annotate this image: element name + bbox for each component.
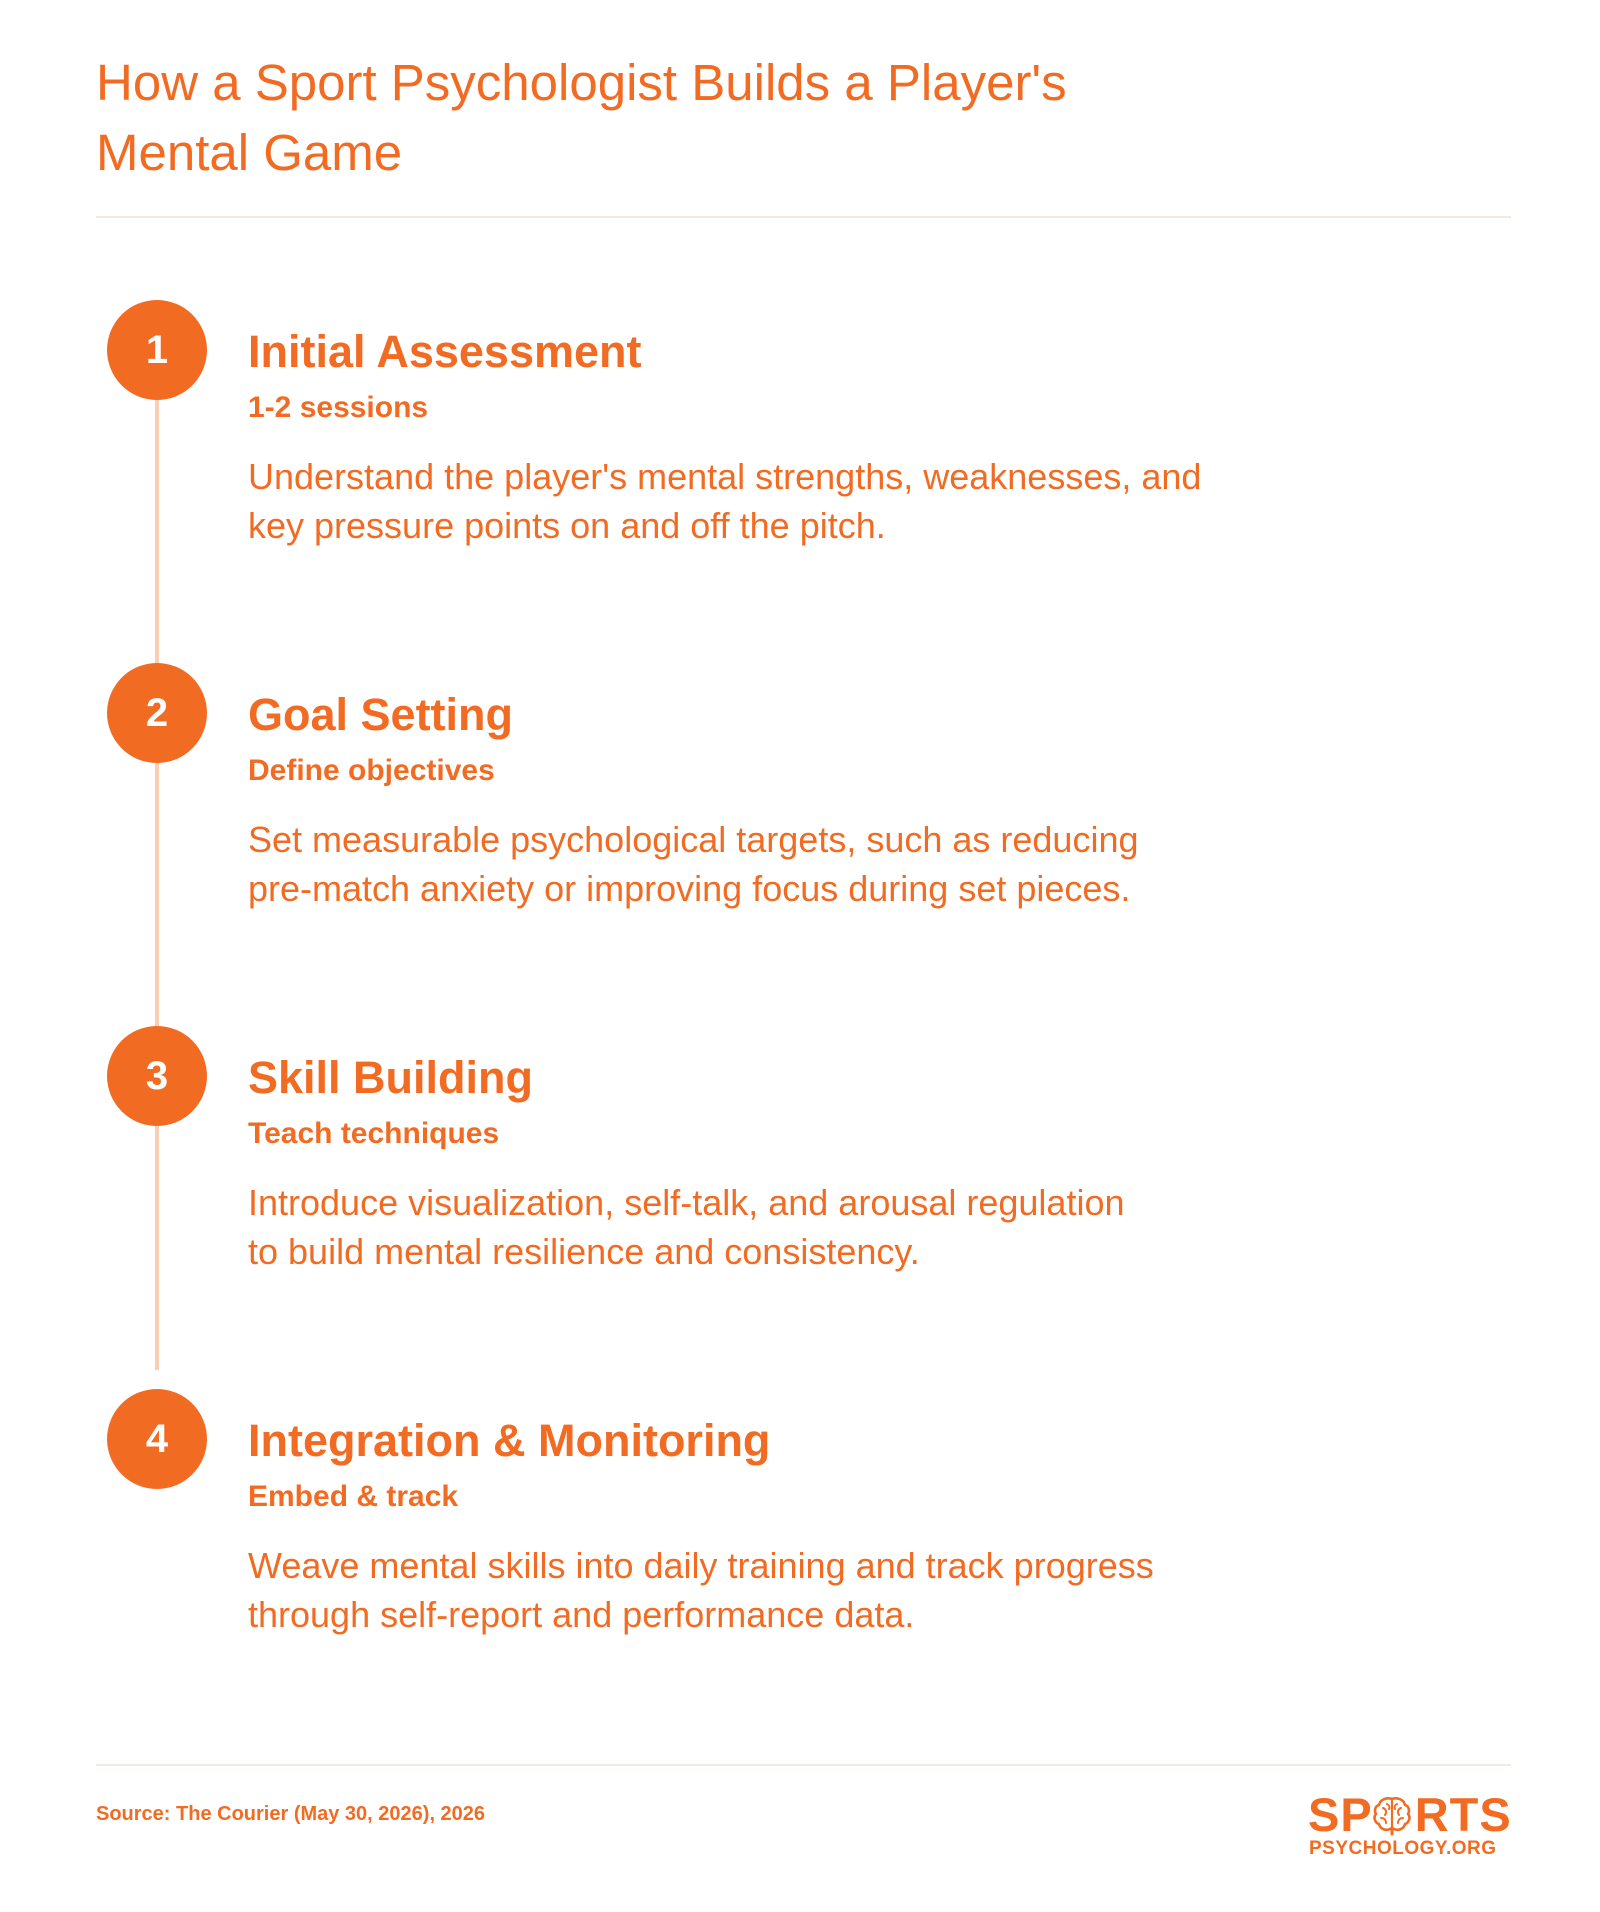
step-number-badge: 1 [107, 300, 207, 400]
step-1 [0, 300, 1600, 620]
step-subtitle: Define objectives [248, 754, 495, 787]
step-description-line: Set measurable psychological targets, such as reducing [248, 819, 1139, 860]
step-number-badge: 3 [107, 1026, 207, 1126]
step-2 [0, 663, 1600, 983]
brand-logo[interactable] [1308, 1788, 1512, 1860]
step-subtitle: 1-2 sessions [248, 391, 429, 424]
title-line-1: How a Sport Psychologist Builds a Player's [96, 54, 1067, 111]
step-description-line: key pressure points on and off the pitch. [248, 505, 886, 546]
step-title: Goal Setting [248, 689, 514, 740]
step-title: Initial Assessment [248, 326, 642, 377]
step-description [248, 1178, 1308, 1276]
title-line-2: Mental Game [96, 124, 403, 181]
brain-icon [1371, 1794, 1413, 1836]
step-description [248, 815, 1308, 913]
step-subtitle: Teach techniques [248, 1117, 500, 1150]
step-description [248, 1541, 1308, 1639]
step-description-line: pre-match anxiety or improving focus during set pieces. [248, 868, 1131, 909]
step-number-badge: 2 [107, 663, 207, 763]
step-description [248, 452, 1308, 550]
step-description-line: Understand the player's mental strengths, weaknesses, and [248, 456, 1202, 497]
logo-domain: PSYCHOLOGY.ORG [1309, 1838, 1497, 1859]
logo-word-left: SP [1308, 1788, 1373, 1841]
step-title: Integration & Monitoring [248, 1415, 771, 1466]
step-4 [0, 1389, 1600, 1709]
step-description-line: Weave mental skills into daily training and track progress [248, 1545, 1154, 1586]
page-title [96, 48, 1296, 188]
source-citation: Source: The Courier (May 30, 2026), 2026 [96, 1803, 486, 1825]
footer-divider [96, 1764, 1511, 1766]
step-description-line: through self-report and performance data. [248, 1594, 915, 1635]
step-3 [0, 1026, 1600, 1346]
step-subtitle: Embed & track [248, 1480, 459, 1513]
step-description-line: Introduce visualization, self-talk, and arousal regulation [248, 1182, 1125, 1223]
logo-word-right: RTS [1414, 1788, 1512, 1841]
step-number-badge: 4 [107, 1389, 207, 1489]
step-title: Skill Building [248, 1052, 534, 1103]
header-divider [96, 216, 1511, 218]
step-description-line: to build mental resilience and consistency. [248, 1231, 920, 1272]
